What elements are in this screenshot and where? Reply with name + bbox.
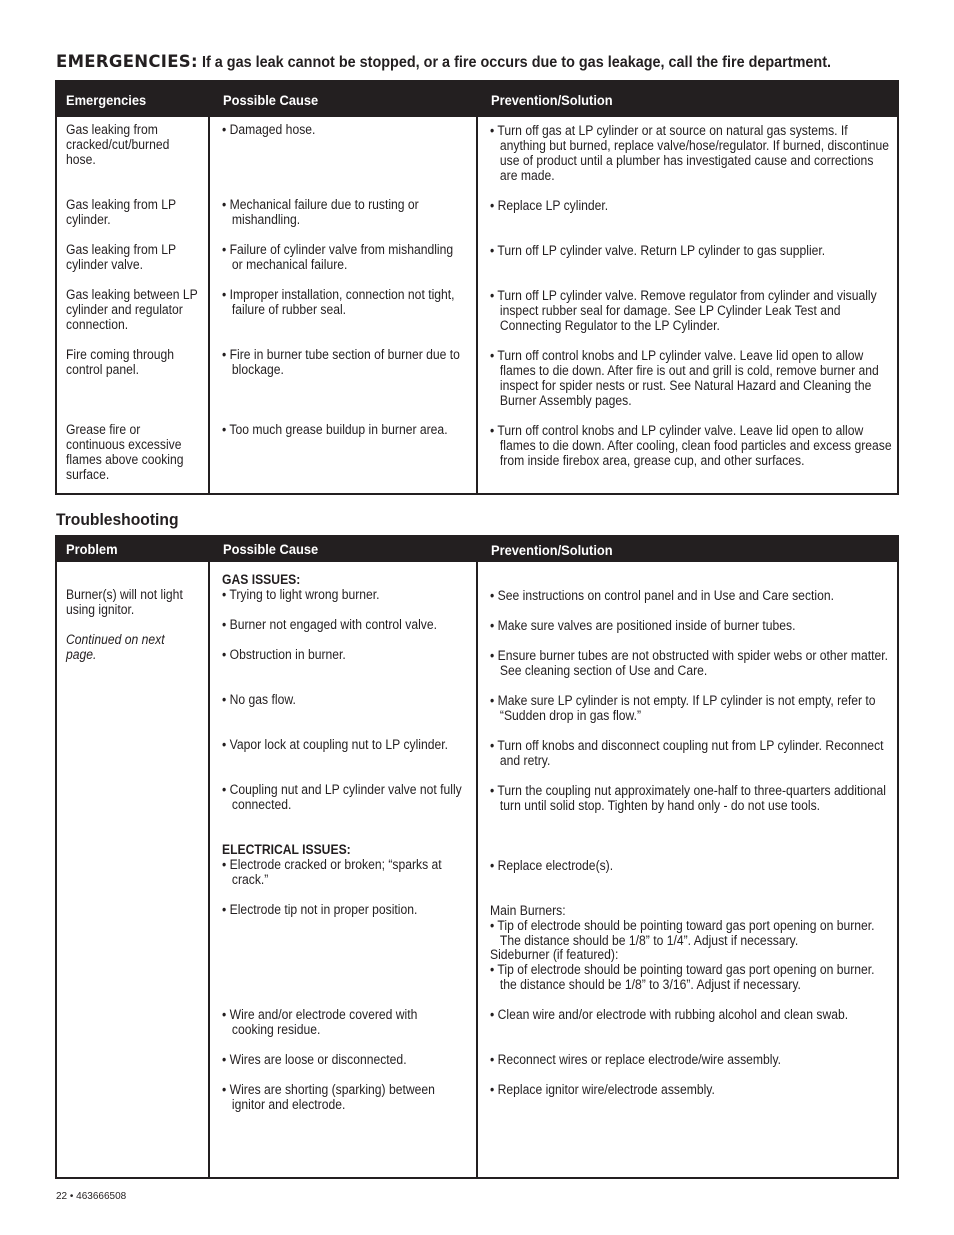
column-divider [208,80,210,495]
column-divider [476,535,478,1179]
ts-solution: • Make sure valves are positioned inside of burner tubes. [490,618,796,633]
column-divider [208,535,210,1179]
emergency-solution: • Replace LP cylinder. [490,198,609,213]
ts-cause: • Trying to light wrong burner. [222,587,380,602]
emergency-cause: • Fire in burner tube section of burner due to blockage. [222,347,460,377]
emergencies-warning: If a gas leak cannot be stopped, or a fire occurs due to gas leakage, call the fire department. [202,54,832,71]
emergencies-label: EMERGENCIES: [56,52,198,71]
emergencies-heading [56,52,936,72]
ts-solution: • Clean wire and/or electrode with rubbing alcohol and clean swab. [490,1007,849,1022]
ts-solution: • Tip of electrode should be pointing toward gas port opening on burner. the distance should be 1/8” to 3/16”. Adjust if necessary. [490,962,875,992]
ts-cause: • Coupling nut and LP cylinder valve not fully connected. [222,782,462,812]
problem-col-header: Problem [66,541,118,557]
emergency-problem: Grease fire or continuous excessive flames above cooking surface. [66,422,184,482]
column-divider [476,80,478,495]
emergency-solution: • Turn off gas at LP cylinder or at source on natural gas systems. If anything but burned, replace valve/hose/regulator. If burned, discontinue use of product until a plumber has investigated cause and corrections are made. [490,123,889,183]
emergency-cause: • Damaged hose. [222,122,316,137]
ts-solution: • Make sure LP cylinder is not empty. If LP cylinder is not empty, refer to “Sudden drop in gas flow.” [490,693,876,723]
emergency-problem: Gas leaking from cracked/cut/burned hose. [66,122,170,167]
emergency-problem: Gas leaking from LP cylinder. [66,197,176,227]
ts-solution-heading: Main Burners: [490,903,566,918]
emergency-problem: Fire coming through control panel. [66,347,175,377]
ts-cause: • Burner not engaged with control valve. [222,617,437,632]
ts-cause: • Electrode tip not in proper position. [222,902,418,917]
troubleshooting-title: Troubleshooting [56,510,179,529]
ts-solution: • Replace electrode(s). [490,858,614,873]
ts-solution: • Replace ignitor wire/electrode assembly. [490,1082,715,1097]
ts-cause: • Wire and/or electrode covered with cooking residue. [222,1007,418,1037]
ts-solution: • Reconnect wires or replace electrode/wire assembly. [490,1052,782,1067]
possible-cause-col-header: Possible Cause [223,92,319,108]
possible-cause-col-header: Possible Cause [223,541,319,557]
problem-text: Burner(s) will not light using ignitor. [66,587,183,617]
emergency-solution: • Turn off control knobs and LP cylinder valve. Leave lid open to allow flames to die down. After cooling, clean food particles and excess grease from inside firebox area, grease cup, and other surfaces. [490,423,892,468]
emergency-problem: Gas leaking between LP cylinder and regulator connection. [66,287,198,332]
continued-note: Continued on next page. [66,632,165,662]
prevention-solution-col-header: Prevention/Solution [491,542,613,558]
ts-cause: • No gas flow. [222,692,296,707]
page-footer: 22 • 463666508 [56,1191,127,1202]
emergency-solution: • Turn off LP cylinder valve. Return LP cylinder to gas supplier. [490,243,826,258]
ts-solution: • Tip of electrode should be pointing toward gas port opening on burner. The distance should be 1/8” to 1/4”. Adjust if necessary. [490,918,875,948]
emergency-solution: • Turn off control knobs and LP cylinder valve. Leave lid open to allow flames to die down. After fire is out and grill is cold, remove burner and inspect for spider nests or rust. See Natural Hazard and Cleaning the Burner Assembly pages. [490,348,879,408]
prevention-solution-col-header: Prevention/Solution [491,92,613,108]
emergency-cause: • Mechanical failure due to rusting or mishandling. [222,197,419,227]
ts-solution-heading: Sideburner (if featured): [490,947,619,962]
ts-solution: • Turn off knobs and disconnect coupling nut from LP cylinder. Reconnect and retry. [490,738,884,768]
emergency-problem: Gas leaking from LP cylinder valve. [66,242,176,272]
ts-solution: • Turn the coupling nut approximately one-half to three-quarters additional turn until solid stop. Tighten by hand only - do not use tools. [490,783,886,813]
ts-cause: • Vapor lock at coupling nut to LP cylinder. [222,737,449,752]
ts-solution: • See instructions on control panel and in Use and Care section. [490,588,834,603]
emergency-solution: • Turn off LP cylinder valve. Remove regulator from cylinder and visually inspect rubber seal for damage. See LP Cylinder Leak Test and Connecting Regulator to the LP Cylinder. [490,288,877,333]
ts-cause: • Obstruction in burner. [222,647,346,662]
ts-cause: • Wires are loose or disconnected. [222,1052,407,1067]
electrical-issues-label: ELECTRICAL ISSUES: [222,842,351,857]
emergency-cause: • Too much grease buildup in burner area. [222,422,448,437]
ts-cause: • Electrode cracked or broken; “sparks at crack.” [222,857,442,887]
emergencies-col-header: Emergencies [66,92,147,108]
ts-cause: • Wires are shorting (sparking) between ignitor and electrode. [222,1082,435,1112]
emergency-cause: • Improper installation, connection not tight, failure of rubber seal. [222,287,455,317]
gas-issues-label: GAS ISSUES: [222,572,301,587]
emergency-cause: • Failure of cylinder valve from mishandling or mechanical failure. [222,242,454,272]
ts-solution: • Ensure burner tubes are not obstructed with spider webs or other matter. See cleaning section of Use and Care. [490,648,888,678]
